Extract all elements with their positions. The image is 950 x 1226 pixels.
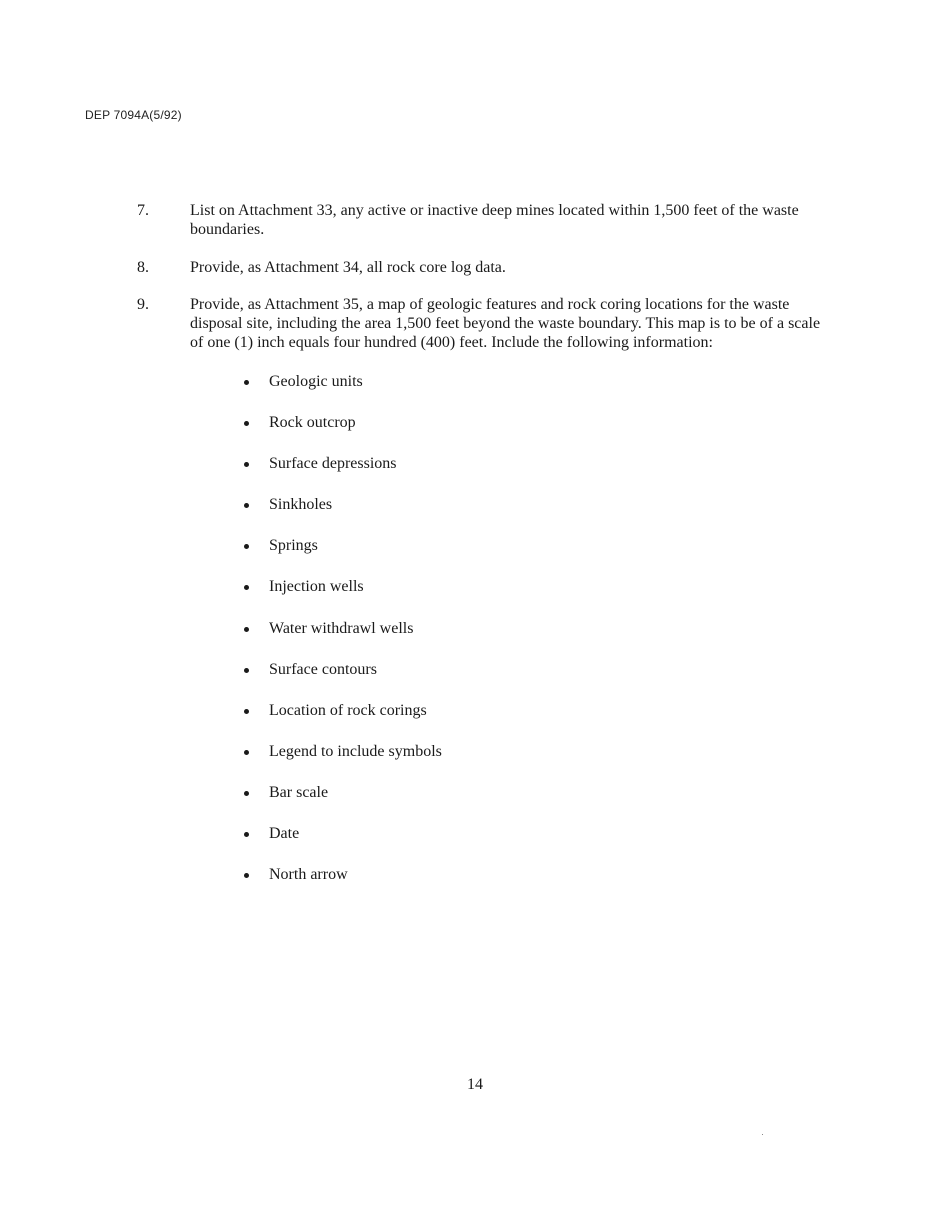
bullet-icon xyxy=(244,668,249,673)
bullet-item xyxy=(0,865,950,906)
bullet-item xyxy=(0,701,950,742)
bullet-text: Date xyxy=(269,825,300,843)
bullet-text: Location of rock corings xyxy=(269,701,427,719)
item-number: 8. xyxy=(137,259,149,276)
bullet-text: Injection wells xyxy=(269,578,364,596)
bullet-icon xyxy=(244,462,249,467)
item-text: List on Attachment 33, any active or inactive deep mines located within 1,500 feet of the waste boundaries. xyxy=(190,202,799,238)
scan-speck xyxy=(762,1134,763,1135)
bullet-icon xyxy=(244,832,249,837)
bullet-item xyxy=(0,536,950,577)
bullet-icon xyxy=(244,709,249,714)
item-text: Provide, as Attachment 35, a map of geologic features and rock coring locations for the waste disposal site, including the area 1,500 feet beyond the waste boundary. This map is to be of a scale of one (1) inch equals four hundred (400) feet. Include the following information: xyxy=(190,296,821,351)
bullet-item xyxy=(0,577,950,618)
bullet-text: Surface depressions xyxy=(269,455,397,473)
bullet-text: North arrow xyxy=(269,866,348,884)
bullet-icon xyxy=(244,750,249,755)
item-number: 7. xyxy=(137,202,149,219)
bullet-icon xyxy=(244,627,249,632)
bullet-text: Surface contours xyxy=(269,660,377,678)
item-number: 9. xyxy=(137,296,149,313)
bullet-icon xyxy=(244,421,249,426)
item-text: Provide, as Attachment 34, all rock core log data. xyxy=(190,259,506,276)
bullet-text: Springs xyxy=(269,537,318,555)
bullet-icon xyxy=(244,544,249,549)
bullet-item xyxy=(0,372,950,413)
bullet-item xyxy=(0,413,950,454)
bullet-text: Sinkholes xyxy=(269,496,333,514)
bullet-icon xyxy=(244,873,249,878)
bullet-item xyxy=(0,454,950,495)
bullet-icon xyxy=(244,585,249,590)
bullet-text: Rock outcrop xyxy=(269,414,356,432)
bullet-item xyxy=(0,495,950,536)
bullet-item xyxy=(0,824,950,865)
bullet-text: Bar scale xyxy=(269,783,329,801)
bullet-item xyxy=(0,619,950,660)
bullet-icon xyxy=(244,503,249,508)
map-requirements-list xyxy=(0,372,950,906)
bullet-item xyxy=(0,783,950,824)
form-identifier: DEP 7094A(5/92) xyxy=(85,108,182,122)
bullet-text: Legend to include symbols xyxy=(269,742,442,760)
bullet-item xyxy=(0,742,950,783)
bullet-icon xyxy=(244,791,249,796)
bullet-text: Water withdrawl wells xyxy=(269,619,414,637)
bullet-text: Geologic units xyxy=(269,373,363,390)
page-number: 14 xyxy=(467,1076,483,1093)
bullet-item xyxy=(0,660,950,701)
bullet-icon xyxy=(244,380,249,385)
